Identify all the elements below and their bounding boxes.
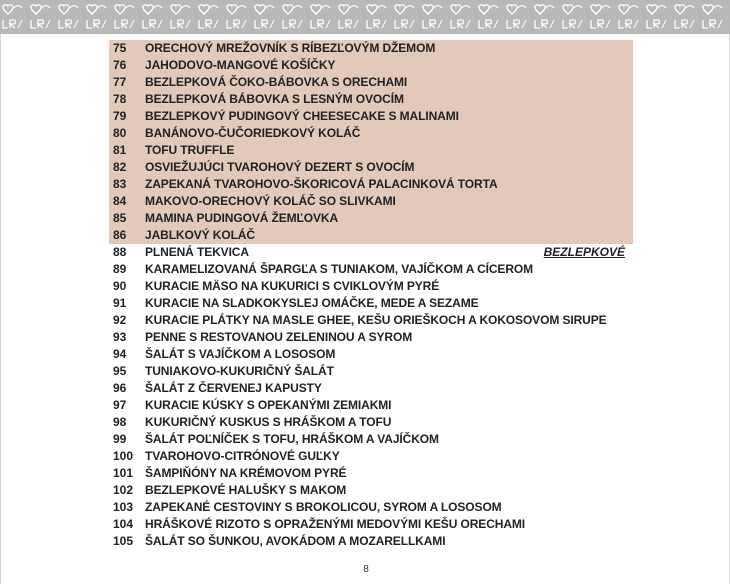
recipe-tag: BEZLEPKOVÉ [543,245,625,259]
recipe-name: BEZLEPKOVÁ BÁBOVKA S LESNÝM OVOCÍM [145,92,404,106]
recipe-name: TOFU TRUFFLE [145,143,235,157]
list-item [109,244,633,261]
list-item [109,176,633,193]
recipe-name: ZAPEKANÁ TVAROHOVO-ŠKORICOVÁ PALACINKOVÁ TORTA [145,177,498,191]
recipe-name: ŠALÁT POĽNÍČEK S TOFU, HRÁŠKOM A VAJÍČKOM [145,432,439,446]
recipe-number: 83 [113,177,127,191]
recipe-number: 93 [113,330,127,344]
recipe-number: 97 [113,398,127,412]
recipe-name: ORECHOVÝ MREŽOVNÍK S RÍBEZĽOVÝM DŽEMOM [145,41,436,55]
document-page [0,34,730,584]
list-item [109,108,633,125]
recipe-number: 80 [113,126,127,140]
recipe-number: 81 [113,143,127,157]
decorative-logo-pattern-icon [0,0,730,34]
recipe-name: BANÁNOVO-ČUČORIEDKOVÝ KOLÁČ [145,126,361,140]
recipe-name: KURACIE PLÁTKY NA MASLE GHEE, KEŠU ORIEŠKOCH A KOKOSOVOM SIRUPE [145,313,607,327]
recipe-number: 84 [113,194,127,208]
recipe-name: TVAROHOVO-CITRÓNOVÉ GUĽKY [145,449,340,463]
list-item [109,91,633,108]
recipe-number: 91 [113,296,127,310]
recipe-number: 99 [113,432,127,446]
list-item [109,278,633,295]
recipe-name: JAHODOVO-MANGOVÉ KOŠÍČKY [145,58,336,72]
recipe-name: ŠALÁT S VAJÍČKOM A LOSOSOM [145,347,336,361]
recipe-number: 96 [113,381,127,395]
recipe-number: 92 [113,313,127,327]
list-item [109,193,633,210]
list-item [109,57,633,74]
recipe-name: BEZLEPKOVÝ PUDINGOVÝ CHEESECAKE S MALINAMI [145,109,459,123]
list-item [109,210,633,227]
list-item [109,125,633,142]
recipe-name: BEZLEPKOVÉ HALUŠKY S MAKOM [145,483,347,497]
recipe-number: 76 [113,58,127,72]
recipe-name: KURACIE MÄSO NA KUKURICI S CVIKLOVÝM PYRÉ [145,279,440,293]
list-item [109,142,633,159]
list-item [109,363,633,380]
recipe-number: 105 [113,534,134,548]
recipe-number: 90 [113,279,127,293]
list-item [109,159,633,176]
recipe-number: 86 [113,228,127,242]
recipe-number: 79 [113,109,127,123]
list-item [109,295,633,312]
recipe-name: KARAMELIZOVANÁ ŠPARGĽA S TUNIAKOM, VAJÍČKOM A CÍCEROM [145,262,534,276]
recipe-name: PLNENÁ TEKVICA [145,245,249,259]
list-item [109,380,633,397]
list-item [109,499,633,516]
list-item [109,431,633,448]
recipe-number: 75 [113,41,127,55]
recipe-number: 77 [113,75,127,89]
recipe-name: ŠALÁT SO ŠUNKOU, AVOKÁDOM A MOZARELLKAMI [145,534,446,548]
recipe-number: 78 [113,92,127,106]
recipe-name: KURACIE KÚSKY S OPEKANÝMI ZEMIAKMI [145,398,392,412]
recipe-name: ZAPEKANÉ CESTOVINY S BROKOLICOU, SYROM A LOSOSOM [145,500,502,514]
list-item [109,465,633,482]
page-number: 8 [363,564,369,575]
recipe-number: 85 [113,211,127,225]
list-item [109,312,633,329]
recipe-name: MAMINA PUDINGOVÁ ŽEMĽOVKA [145,211,339,225]
recipe-name: JABLKOVÝ KOLÁČ [145,228,255,242]
recipe-name: ŠALÁT Z ČERVENEJ KAPUSTY [145,381,322,395]
recipe-list [109,40,633,550]
recipe-number: 82 [113,160,127,174]
list-item [109,482,633,499]
recipe-number: 100 [113,449,134,463]
list-item [109,329,633,346]
recipe-name: BEZLEPKOVÁ ČOKO-BÁBOVKA S ORECHAMI [145,75,408,89]
recipe-number: 102 [113,483,134,497]
recipe-number: 98 [113,415,127,429]
list-item [109,397,633,414]
recipe-number: 89 [113,262,127,276]
recipe-name: KUKURIČNÝ KUSKUS S HRÁŠKOM A TOFU [145,415,392,429]
list-item [109,414,633,431]
recipe-number: 94 [113,347,127,361]
list-item [109,533,633,550]
list-item [109,448,633,465]
recipe-number: 95 [113,364,127,378]
list-item [109,227,633,244]
list-item [109,346,633,363]
header-pattern-bar [0,0,730,34]
recipe-name: KURACIE NA SLADKOKYSLEJ OMÁČKE, MEDE A SEZAME [145,296,479,310]
list-item [109,261,633,278]
recipe-name: MAKOVO-ORECHOVÝ KOLÁČ SO SLIVKAMI [145,194,396,208]
recipe-number: 101 [113,466,134,480]
recipe-name: HRÁŠKOVÉ RIZOTO S OPRAŽENÝMI MEDOVÝMI KEŠU ORECHAMI [145,517,526,531]
recipe-number: 88 [113,245,127,259]
recipe-number: 104 [113,517,134,531]
recipe-number: 103 [113,500,134,514]
list-item [109,74,633,91]
recipe-name: ŠAMPIŇÓNY NA KRÉMOVOM PYRÉ [145,466,347,480]
recipe-name: TUNIAKOVO-KUKURIČNÝ ŠALÁT [145,364,334,378]
list-item [109,40,633,57]
list-item [109,516,633,533]
recipe-name: PENNE S RESTOVANOU ZELENINOU A SYROM [145,330,413,344]
recipe-name: OSVIEŽUJÚCI TVAROHOVÝ DEZERT S OVOCÍM [145,160,415,174]
